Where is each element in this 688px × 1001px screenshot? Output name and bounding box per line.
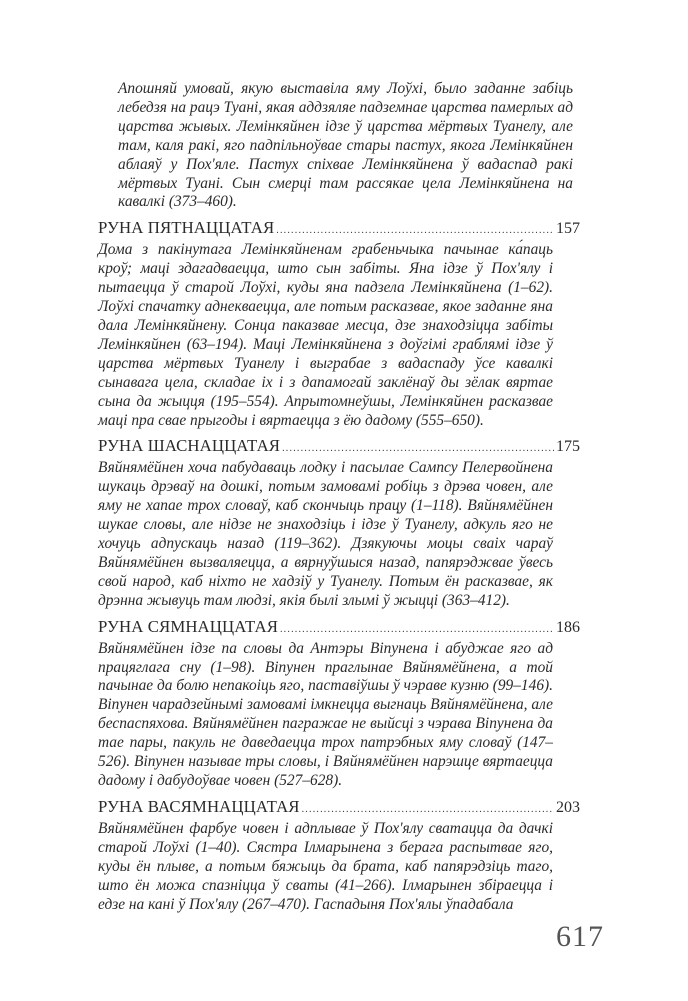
toc-entry-title: РУНА СЯМНАЦЦАТАЯ xyxy=(98,616,278,636)
toc-entry-summary: Дома з пакінутага Лемінкяйненам грабеньчыка пачынае ка́паць кроў; маці здагадваецца, што сын забіты. Яна ідзе ў Пох'ялу і пытаецца ў старой Лоўхі, куды яна падзела Лемінкяйнена (1–62). Лоўхі спачатку аднекваецца, але потым расказвае, якое заданне яна дала Лемінкяйнену. Сонца паказвае месца, дзе знаходзіцца забіты Лемінкяйнен (63–194). Маці Лемінкяйнена з доўгімі граблямі ідзе ў царства мёртвых Туанелу і выграбае з вадаспаду ўсе кавалкі сынавага цела, складае іх і з дапамогай заклёнаў ды зёлак вяртае сына да жыцця (195–554). Апрытомнеўшы, Лемінкяйнен расказвае маці пра свае прыгоды і вяртаецца з ёю дадому (555–650). xyxy=(98,241,553,429)
toc-entry-line[interactable] xyxy=(98,617,580,640)
toc-entry-page: 203 xyxy=(556,798,580,816)
toc-entry xyxy=(98,436,580,610)
toc-entry-page: 186 xyxy=(556,618,580,636)
toc-entry-line[interactable] xyxy=(98,218,580,241)
toc-entry-line[interactable] xyxy=(98,797,580,820)
toc-entry xyxy=(98,218,580,430)
toc-entry xyxy=(98,797,580,915)
toc-entry-title: РУНА ПЯТНАЦЦАТАЯ xyxy=(98,218,275,238)
intro-summary: Апошняй умовай, якую выставіла яму Лоўхі, было заданне забіць лебедзя на рацэ Туані, якая аддзяляе падземнае царства памерлых ад царства жывых. Лемінкяйнен ідзе ў царства мёртвых Туанелу, але там, каля ракі, яго падпільноўвае стары пастух, якога Лемінкяйнен аблаяў у Пох'яле. Пастух спіхвае Лемінкяйнена ў вадаспад ракі мёртвых Туані. Сын смерці там рассякае цела Лемінкяйнена на кавалкі (373–460). xyxy=(118,80,573,211)
toc-entry-summary: Вяйнямёйнен фарбуе човен і адплывае ў Пох'ялу сватацца да дачкі старой Лоўхі (1–40). Сястра Ілмарынена з берага распытвае яго, куды ён плыве, а потым бяжыць да брата, каб папярэдзіць таго, што ён можа спазніцца ў сваты (41–266). Ілмарынен збіраецца і едзе на кані ў Пох'ялу (267–470). Гаспадыня Пох'ялы ўпадабала xyxy=(98,819,553,913)
toc-entry-title: РУНА ВАСЯМНАЦЦАТАЯ xyxy=(98,796,300,816)
toc-entry-title: РУНА ШАСНАЦЦАТАЯ xyxy=(98,436,281,456)
dot-leader xyxy=(302,800,554,820)
toc-entry-summary: Вяйнямёйнен ідзе па словы да Антэры Віпунена і абуджае яго ад працяглага сну (1–98). Віпунен праглынае Вяйнямёйнена, а той пачынае да болю непакоіць яго, паставіўшы ў чэраве кузню (99–146). Віпунен чарадзейнымі замовамі імкнецца выгнаць Вяйнямёйнена, але беспаспяхова. Вяйнямёйнен пагражае не выйсці з чэрава Віпунена да тае пары, пакуль не даведаецца трох патрэбных яму словаў (147–526). Віпунен называе тры словы, і Вяйнямёйнен нарэшце вяртаецца дадому і дабудоўвае човен (527–628). xyxy=(98,639,553,789)
dot-leader xyxy=(280,620,554,640)
page-number: 617 xyxy=(556,920,604,953)
toc-entry-line[interactable] xyxy=(98,436,580,459)
toc-entry-page: 175 xyxy=(556,438,580,456)
table-of-contents xyxy=(98,80,580,914)
dot-leader xyxy=(282,439,554,459)
toc-entry-page: 157 xyxy=(556,220,580,238)
toc-entry-summary: Вяйнямёйнен хоча пабудаваць лодку і пасылае Сампсу Пелервойнена шукаць дрэваў на дошкі, потым замовамі робіць з дрэва човен, але яму не хапае трох словаў, каб скончыць працу (1–118). Вяйнямёйнен шукае словы, але нідзе не знаходзіць і ідзе ў Туанелу, адкуль яго не хочуць адпускаць назад (119–362). Дзякуючы моцы сваіх чараў Вяйнямёйнен вызваляецца, а вярнуўшыся назад, папярэджвае ўвесь свой народ, каб ніхто не хадзіў у Туанелу. Потым ён расказвае, як дрэнна жывуць там людзі, якія былі злымі ў жыцці (363–412). xyxy=(98,459,553,609)
dot-leader xyxy=(276,221,554,241)
toc-entry xyxy=(98,617,580,791)
